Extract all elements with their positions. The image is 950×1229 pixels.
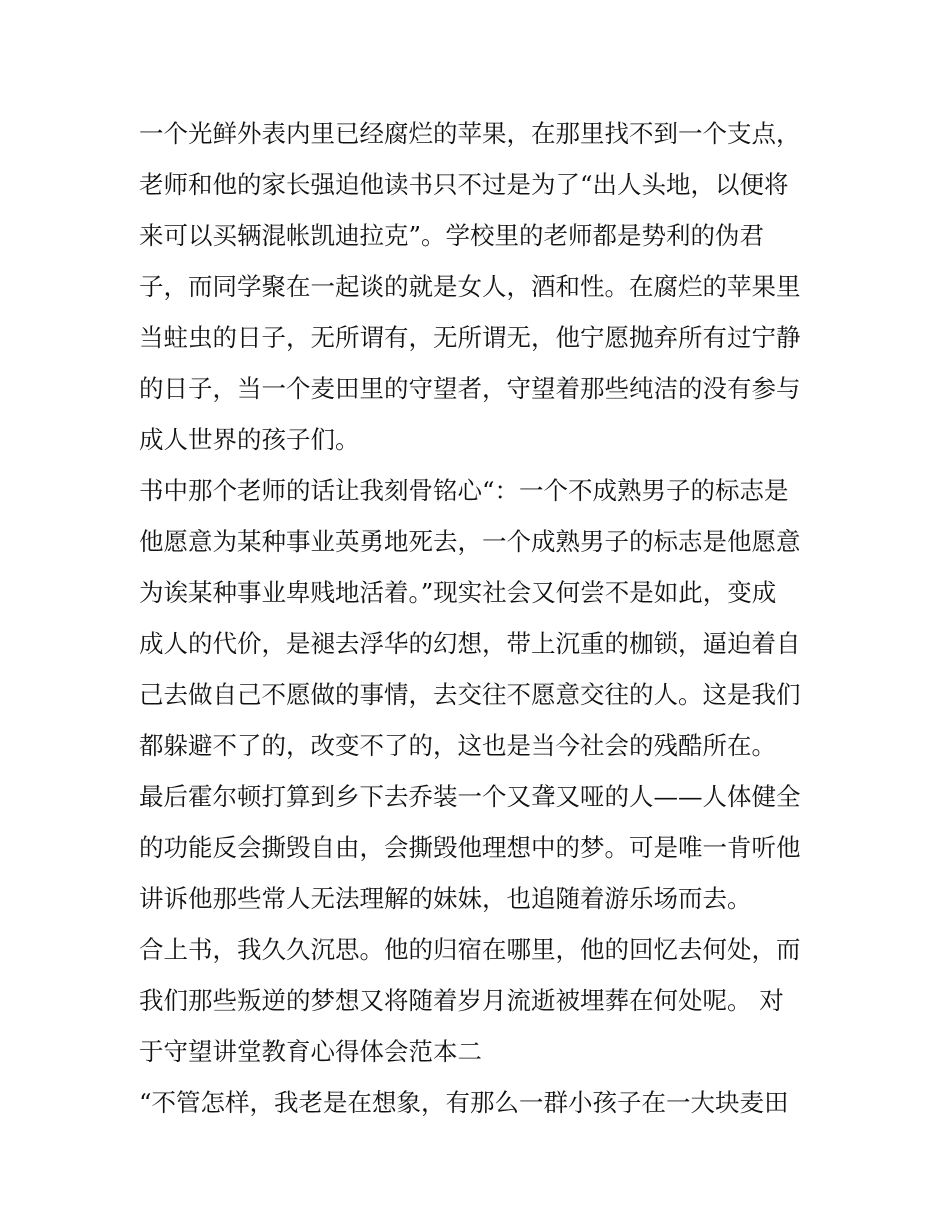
text-line: 合上书，我久久沉思。他的归宿在哪里，他的回忆去何处，而 (139, 935, 801, 964)
text-line: “不管怎样，我老是在想象，有那么一群小孩子在一大块麦田 (139, 1088, 789, 1117)
text-line: 讲诉他那些常人无法理解的妹妹，也追随着游乐场而去。 (139, 884, 752, 913)
text-line: 书中那个老师的话让我刻骨铭心“：一个不成熟男子的标志是 (139, 476, 789, 505)
text-line: 的功能反会撕毁自由，会撕毁他理想中的梦。可是唯一肯听他 (139, 833, 801, 862)
text-line: 一个光鲜外表内里已经腐烂的苹果，在那里找不到一个支点， (139, 119, 801, 148)
body-text (139, 108, 819, 1128)
text-line: 当蛀虫的日子，无所谓有，无所谓无，他宁愿抛弃所有过宁静 (139, 323, 801, 352)
text-line: 我们那些叛逆的梦想又将随着岁月流逝被埋葬在何处呢。 对 (139, 986, 784, 1015)
text-line: 都躲避不了的，改变不了的，这也是当今社会的残酷所在。 (139, 731, 776, 760)
text-line: 他愿意为某种事业英勇地死去，一个成熟男子的标志是他愿意 (139, 527, 801, 556)
text-line: 的日子，当一个麦田里的守望者，守望着那些纯洁的没有参与 (139, 374, 801, 403)
text-line: 老师和他的家长强迫他读书只不过是为了“出人头地，以便将 (139, 170, 789, 199)
text-line: 己去做自己不愿做的事情，去交往不愿意交往的人。这是我们 (139, 680, 801, 709)
text-line: 为诶某种事业卑贱地活着。”现实社会又何尝不是如此，变成 (139, 578, 777, 607)
text-line: 子，而同学聚在一起谈的就是女人，酒和性。在腐烂的苹果里 (139, 272, 801, 301)
text-line: 来可以买辆混帐凯迪拉克”。学校里的老师都是势利的伪君 (139, 221, 765, 250)
text-line: 成人世界的孩子们。 (139, 425, 360, 454)
text-line: 成人的代价，是褪去浮华的幻想，带上沉重的枷锁，逼迫着自 (139, 629, 801, 658)
text-line: 于守望讲堂教育心得体会范本二 (139, 1037, 482, 1066)
text-line: 最后霍尔顿打算到乡下去乔装一个又聋又哑的人——人体健全 (139, 782, 801, 811)
